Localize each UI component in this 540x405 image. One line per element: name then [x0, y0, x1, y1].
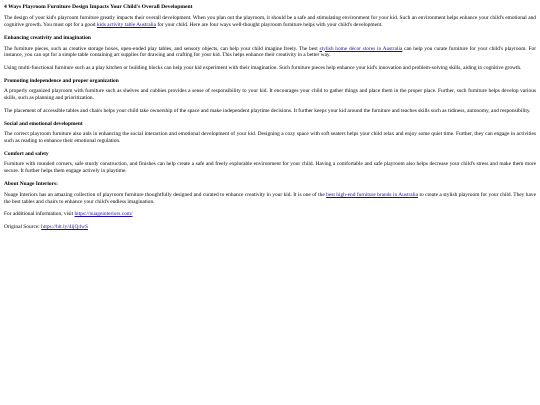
additional-info-prefix: For additional information, visit	[4, 211, 75, 218]
original-source-prefix: Original Source:	[4, 223, 42, 230]
creativity-paragraph-2: Using multi-functional furniture such as a play kitchen or building blocks can help your kid experiment with their imagination. Such furniture pieces help enhance your kid's innovation and problem-solving skills, aiding in cognitive growth.	[4, 64, 522, 71]
section-heading-creativity: Enhancing creativity and imagination	[4, 35, 91, 42]
original-source-line	[4, 224, 536, 231]
section-heading-safety: Comfort and safety	[4, 150, 49, 157]
independence-paragraph-1: A properly organized playroom with furniture such as shelves and cubbies provides a sense of responsibility to your kid. It encourages your child to gather things and place them in the proper place. Further, such furniture helps develop various skills, such as planning and prioritization.	[4, 88, 536, 102]
original-source-link[interactable]: https://bit.ly/4ijQ4wS	[41, 223, 89, 230]
section-heading-social: Social and emotional development	[4, 120, 83, 127]
intro-text-before: The design of your kid's playroom furniture greatly impacts their overall development. When you plan out the playroom, it should be a safe and stimulating environment for your kid. Such an environment helps enhance your child's emotional and cognitive growth. You must opt for a good	[4, 15, 536, 29]
section-heading-independence: Promoting independence and proper organization	[4, 77, 119, 84]
section-heading-about: About Nuage Interiors:	[4, 181, 58, 188]
about-paragraph	[4, 192, 536, 206]
article-title: 4 Ways Playroom Furniture Design Impacts Your Child's Overall Development	[4, 4, 193, 10]
home-decor-stores-link[interactable]: stylish home décor stores in Australia	[319, 45, 403, 52]
intro-paragraph	[4, 15, 536, 29]
creativity-text-after: can help you curate furniture for your child's playroom. For instance, you can opt for a simple table containing art supplies for drawing and crafting for your kid. This helps enhance their creativity in a better way.	[4, 45, 536, 59]
intro-text-after: for your child. Here are four ways well-thought playroom furniture helps with your child's development.	[155, 22, 383, 29]
about-text-after: to create a stylish playroom for your child. They have the best tables and chairs to enhance your child's endless imagination.	[4, 191, 536, 205]
nuage-website-link[interactable]: https://nuageinteriors.com/	[74, 211, 133, 218]
social-paragraph: The correct playroom furniture also aids in enhancing the social interaction and emotional development of your kid. Designing a cozy space with soft seaters helps your child relax and enjoy some quiet time. Further, they can engage in activities such as reading to enhance their emotional regulation.	[4, 131, 536, 145]
about-text-before: Nuage Interiors has an amazing collection of playroom furniture thoughtfully designed and curated to enhance creativity in your kid. It is one of the	[4, 191, 327, 198]
kids-activity-table-link[interactable]: kids activity table Australia	[96, 22, 156, 29]
independence-paragraph-2: The placement of accessible tables and chairs helps your child take ownership of the space and make independent playtime decisions. It further keeps your kid around the furniture and teaches skills such as tidiness, autonomy, and responsibility.	[4, 107, 531, 114]
safety-paragraph: Furniture with rounded corners, safe sturdy construction, and finishes can help create a safe and freely explorable environment for your child. Having a comfortable and safe playroom also helps decrease your child's stress and make them more secure. It further helps them engage actively in playtime.	[4, 161, 536, 175]
creativity-paragraph-1	[4, 46, 536, 60]
additional-info-line	[4, 211, 536, 218]
creativity-text-before: The furniture pieces, such as creative storage boxes, open-ended play tables, and sensory objects, can help your child imagine freely. The best	[4, 45, 320, 52]
furniture-brands-link[interactable]: best high-end furniture brands in Australia	[326, 191, 419, 198]
